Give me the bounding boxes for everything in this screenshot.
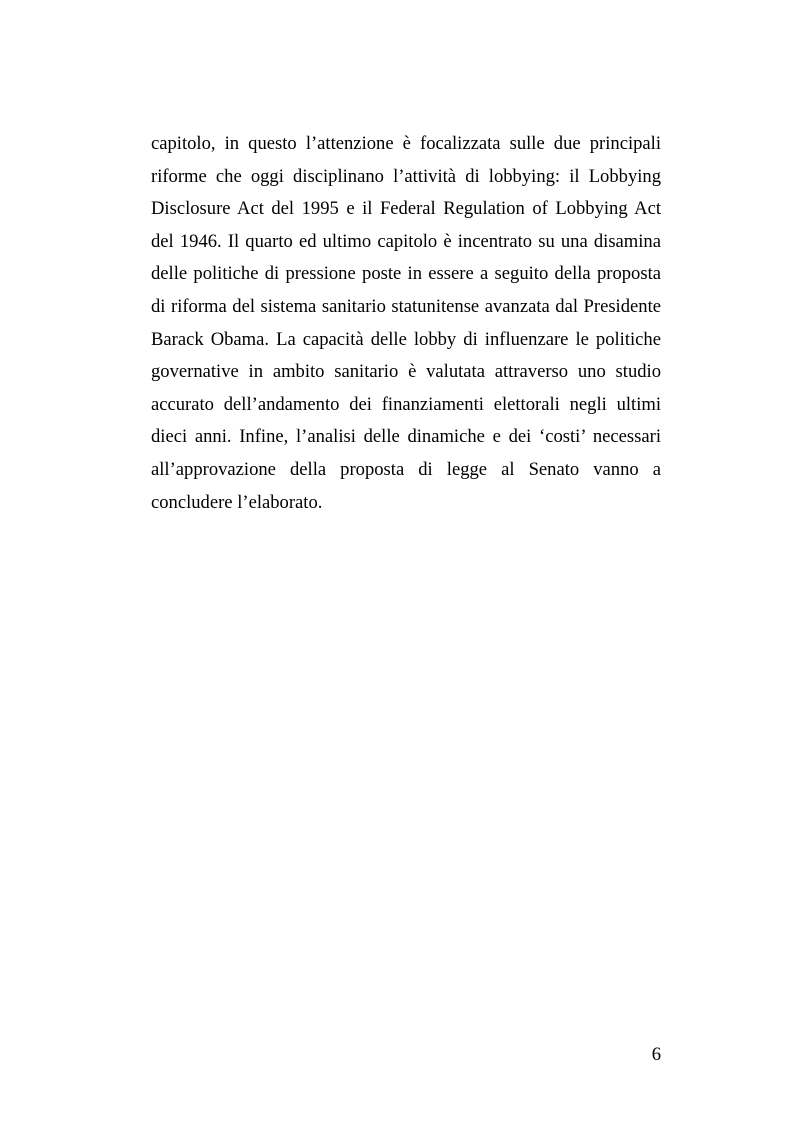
- paragraph-line: accurato dell’andamento dei finanziamenti elettorali negli ultimi: [151, 393, 661, 415]
- paragraph-line: dieci anni. Infine, l’analisi delle dinamiche e dei ‘costi’ necessari: [151, 426, 661, 448]
- page-number: 6: [651, 1044, 661, 1065]
- paragraph-line: capitolo, in questo l’attenzione è focalizzata sulle due principali: [151, 133, 661, 154]
- paragraph-line: Disclosure Act del 1995 e il Federal Regulation of Lobbying Act: [151, 198, 661, 220]
- body-paragraph: [151, 128, 661, 519]
- paragraph-line: di riforma del sistema sanitario statunitense avanzata dal Presidente: [151, 295, 661, 317]
- paragraph-line: del 1946. Il quarto ed ultimo capitolo è incentrato su una disamina: [151, 230, 661, 252]
- paragraph-line: all’approvazione della proposta di legge al Senato vanno a: [151, 458, 661, 480]
- paragraph-line: riforme che oggi disciplinano l’attività di lobbying: il Lobbying: [151, 165, 661, 187]
- paragraph-line: governative in ambito sanitario è valutata attraverso uno studio: [151, 361, 661, 383]
- paragraph-line: delle politiche di pressione poste in essere a seguito della proposta: [151, 263, 661, 285]
- paragraph-line: concludere l’elaborato.: [151, 491, 323, 513]
- paragraph-line: Barack Obama. La capacità delle lobby di influenzare le politiche: [151, 328, 661, 350]
